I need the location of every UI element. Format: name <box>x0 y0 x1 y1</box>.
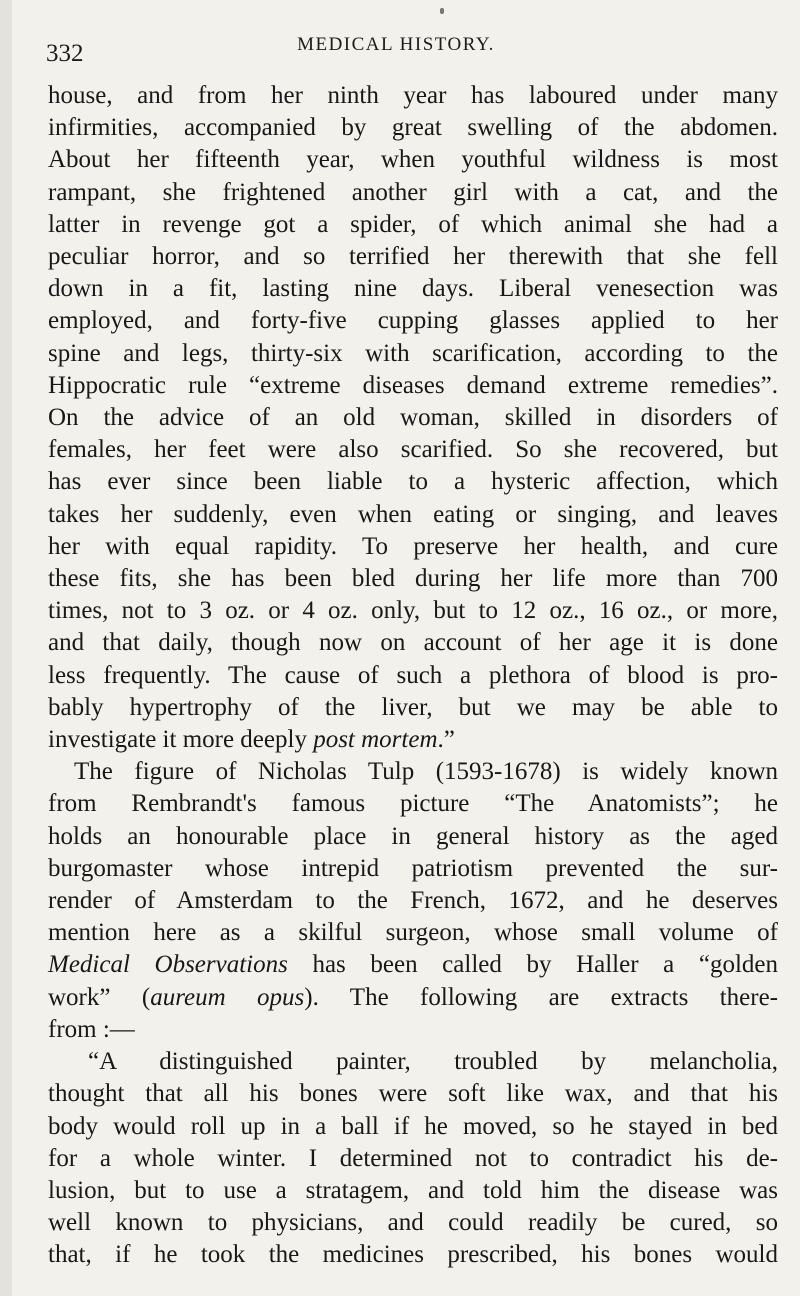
text-line: holds an honourable place in general history as the aged <box>48 822 778 850</box>
text-line: times, not to 3 oz. or 4 oz. only, but to 12 oz., 16 oz., or more, <box>48 597 778 625</box>
quote-line: body would roll up in a ball if he moved, so he stayed in bed <box>48 1112 778 1140</box>
text-line: bably hypertrophy of the liver, but we may be able to <box>48 693 778 721</box>
aureum-opus-italic: aureum opus <box>150 983 305 1011</box>
text-line: spine and legs, thirty-six with scarification, according to the <box>48 339 778 367</box>
medical-observations-line <box>48 949 778 981</box>
post-mortem-after: .” <box>437 726 455 754</box>
quote-line: that, if he took the medicines prescribed, his bones would <box>48 1241 778 1269</box>
medical-observations-after: has been called by Haller a “golden <box>287 951 778 979</box>
quote-line: well known to physicians, and could readily be cured, so <box>48 1209 778 1237</box>
post-mortem-line <box>48 724 778 756</box>
text-line: On the advice of an old woman, skilled in disorders of <box>48 404 778 432</box>
text-line: infirmities, accompanied by great swelling of the abdomen. <box>48 114 778 142</box>
aureum-opus-line <box>48 982 778 1014</box>
text-line: mention here as a skilful surgeon, whose small volume of <box>48 919 778 947</box>
running-title: MEDICAL HISTORY. <box>297 34 495 55</box>
text-line: burgomaster whose intrepid patriotism prevented the sur- <box>48 854 778 882</box>
page-number: 332 <box>46 40 84 67</box>
quote-line: for a whole winter. I determined not to contradict his de- <box>48 1144 778 1172</box>
text-line: latter in revenge got a spider, of which animal she had a <box>48 210 778 238</box>
text-line: from Rembrandt's famous picture “The Anatomists”; he <box>48 790 778 818</box>
text-line: house, and from her ninth year has laboured under many <box>48 82 778 109</box>
post-mortem-italic: post mortem <box>313 726 438 754</box>
print-speck <box>440 8 444 14</box>
text-line: less frequently. The cause of such a plethora of blood is pro- <box>48 661 778 689</box>
text-line: females, her feet were also scarified. So she recovered, but <box>48 436 778 464</box>
running-head <box>32 30 760 67</box>
text-line: About her fifteenth year, when youthful wildness is most <box>48 146 778 174</box>
text-line: down in a fit, lasting nine days. Liberal venesection was <box>48 275 778 303</box>
text-line: and that daily, though now on account of her age it is done <box>48 629 778 657</box>
text-line: rampant, she frightened another girl with a cat, and the <box>48 178 778 206</box>
text-line: has ever since been liable to a hysteric affection, which <box>48 468 778 496</box>
text-line: employed, and forty-five cupping glasses applied to her <box>48 307 778 335</box>
aureum-after: ). The following are extracts there- <box>304 983 778 1011</box>
text-line: render of Amsterdam to the French, 1672, and he deserves <box>48 887 778 915</box>
quote-start: “A distinguished painter, troubled by melancholia, <box>88 1048 778 1076</box>
text-line: takes her suddenly, even when eating or singing, and leaves <box>48 500 778 528</box>
body-text <box>48 80 778 1272</box>
quote-line: lusion, but to use a stratagem, and told him the disease was <box>48 1176 778 1204</box>
from-line: from :— <box>48 1015 135 1043</box>
text-line: these fits, she has been bled during her life more than 700 <box>48 565 778 593</box>
aureum-before: work” ( <box>48 983 151 1011</box>
text-line: peculiar horror, and so terrified her therewith that she fell <box>48 243 778 271</box>
paragraph-start-tulp: The figure of Nicholas Tulp (1593-1678) is widely known <box>74 758 778 786</box>
text-line: Hippocratic rule “extreme diseases demand extreme remedies”. <box>48 371 778 399</box>
quote-line: thought that all his bones were soft like wax, and that his <box>48 1080 778 1108</box>
medical-observations-title: Medical Observations <box>48 951 288 979</box>
text-line: her with equal rapidity. To preserve her health, and cure <box>48 532 778 560</box>
post-mortem-before: investigate it more deeply <box>48 726 314 754</box>
